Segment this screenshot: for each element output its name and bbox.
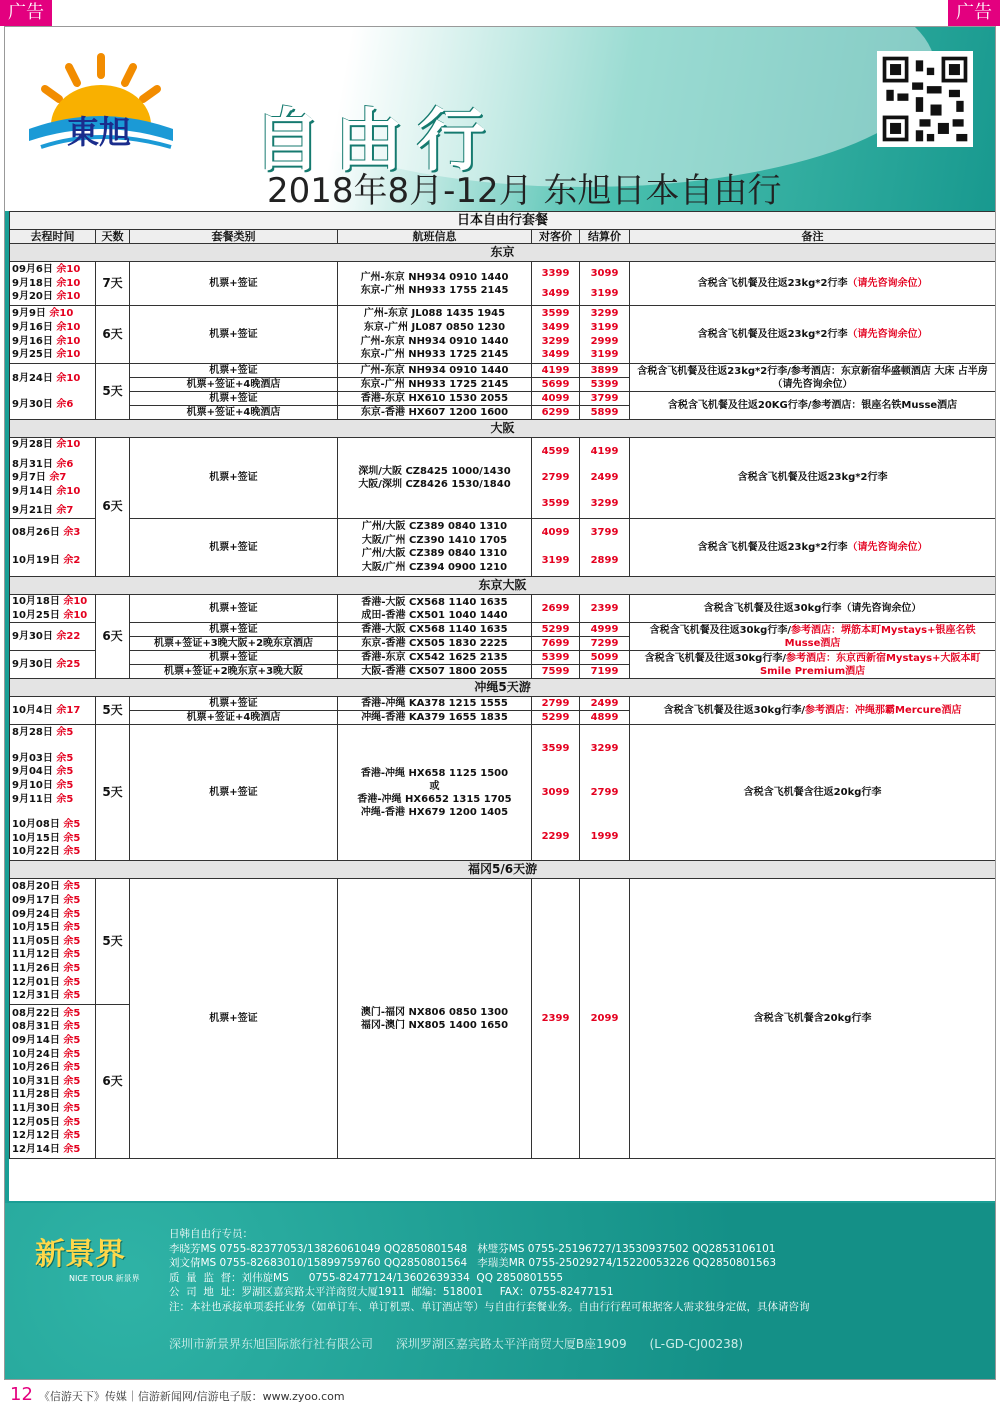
- page-title: 自由行: [253, 101, 500, 181]
- date-entry: 11月05日 余5: [12, 935, 81, 947]
- package-table-area: [9, 211, 995, 1201]
- flight-cell: 东京-广州 NH933 1725 2145: [338, 378, 532, 392]
- dates-cell: 10月4日 余17: [10, 697, 96, 725]
- settle-cell: 3299 3199 2999 3199: [580, 306, 630, 364]
- settle-cell: 4999: [580, 623, 630, 637]
- note-cell: 含税含飞机餐含20kg行李: [630, 879, 996, 1159]
- type-cell: 机票+签证+2晚东京+3晚大阪: [130, 665, 338, 679]
- col-flight: 航班信息: [338, 230, 532, 244]
- type-cell: 机票+签证: [130, 262, 338, 306]
- price-cell: 2799: [532, 697, 580, 711]
- price-cell: 7699: [532, 637, 580, 651]
- price-cell: 3599 3099 2299: [532, 725, 580, 861]
- settle-cell: 3299 2799 1999: [580, 725, 630, 861]
- flight-cell: 广州/大阪 CZ389 0840 1310 大阪/广州 CZ390 1410 1705 广州/大阪 CZ389 0840 1310 大阪/广州 CZ394 0900 1210: [338, 518, 532, 576]
- flight-cell: 东京-香港 HX607 1200 1600: [338, 406, 532, 420]
- type-cell: 机票+签证: [130, 725, 338, 861]
- type-cell: 机票+签证: [130, 392, 338, 406]
- days-cell: 7天: [96, 262, 130, 306]
- type-cell: 机票+签证+4晚酒店: [130, 378, 338, 392]
- date-entry: 10月26日 余5: [12, 1062, 81, 1074]
- days-cell: 5天: [96, 725, 130, 861]
- date-entry: 10月15日 余5: [12, 922, 81, 934]
- dates-cell: 09月6日 余10 9月18日 余10 9月20日 余10: [10, 262, 96, 306]
- dates-cell: 10月18日 余10 10月25日 余10: [10, 594, 96, 622]
- type-cell: 机票+签证: [130, 438, 338, 519]
- price-cell: 5399: [532, 651, 580, 665]
- settle-cell: 2399: [580, 594, 630, 622]
- section-tokyo: 东京: [10, 244, 996, 262]
- type-cell: 机票+签证: [130, 518, 338, 576]
- col-date: 去程时间: [10, 230, 96, 244]
- date-entry: 12月12日 余5: [12, 1130, 81, 1142]
- type-cell: 机票+签证+4晚酒店: [130, 406, 338, 420]
- publisher-text: 《信游天下》传媒｜信游新闻网/信游电子版：www.zyoo.com: [38, 1390, 345, 1403]
- date-entry: 10月31日 余5: [12, 1075, 81, 1087]
- page-subtitle: 2018年8月-12月 东旭日本自由行: [267, 171, 782, 211]
- col-note: 备注: [630, 230, 996, 244]
- footer: [5, 1203, 995, 1379]
- date-entry: 09月14日 余5: [12, 1035, 81, 1047]
- note-cell: 含税含飞机餐及往返23kg*2行李/参考酒店：东京新宿华盛顿酒店 大床 占半房（请先咨询余位）: [630, 364, 996, 392]
- settle-cell: 3899: [580, 364, 630, 378]
- type-cell: 机票+签证: [130, 651, 338, 665]
- ad-label-left: 广告: [0, 0, 52, 26]
- col-days: 天数: [96, 230, 130, 244]
- note-cell: 含税含飞机餐及往返30kg行李/参考酒店：东京西新宿Mystays+大阪本町Smile Premium酒店: [630, 651, 996, 679]
- type-cell: 机票+签证: [130, 879, 338, 1159]
- price-cell: 6299: [532, 406, 580, 420]
- note-cell: 含税含飞机餐及往返30kg行李（请先咨询余位）: [630, 594, 996, 622]
- note-cell: 含税含飞机餐及往返23kg*2行李（请先咨询余位）: [630, 262, 996, 306]
- date-entry: 11月12日 余5: [12, 949, 81, 961]
- price-cell: 5699: [532, 378, 580, 392]
- flight-cell: 香港-东京 HX610 1530 2055: [338, 392, 532, 406]
- date-entry: 09月24日 余5: [12, 908, 81, 920]
- settle-cell: 5099: [580, 651, 630, 665]
- price-cell: 2399: [532, 879, 580, 1159]
- settle-cell: 7299: [580, 637, 630, 651]
- date-entry: 12月05日 余5: [12, 1116, 81, 1128]
- dates-cell: 9月9日 余10 9月16日 余10 9月16日 余10 9月25日 余10: [10, 306, 96, 364]
- type-cell: 机票+签证+3晚大阪+2晚东京酒店: [130, 637, 338, 651]
- date-entry: 09月17日 余5: [12, 895, 81, 907]
- settle-cell: 7199: [580, 665, 630, 679]
- brand-logo-text: 東旭: [67, 113, 132, 151]
- price-cell: 4099: [532, 392, 580, 406]
- price-cell: 3399 3499: [532, 262, 580, 306]
- settle-cell: 4199 2499 3299: [580, 438, 630, 519]
- price-cell: 5299: [532, 623, 580, 637]
- type-cell: 机票+签证+4晚酒店: [130, 711, 338, 725]
- flight-cell: 深圳/大阪 CZ8425 1000/1430 大阪/深圳 CZ8426 1530/1840: [338, 438, 532, 519]
- days-cell: 5天: [96, 697, 130, 725]
- footer-brand-sub: NICE TOUR 新景界: [69, 1274, 140, 1283]
- days-cell: 6天: [96, 594, 130, 678]
- date-entry: 08月22日 余5: [12, 1007, 81, 1019]
- flight-cell: 澳门-福冈 NX806 0850 1300 福冈-澳门 NX805 1400 1650: [338, 879, 532, 1159]
- col-settle: 结算价: [580, 230, 630, 244]
- days-cell: 6天: [96, 306, 130, 364]
- note-cell: 含税含飞机餐及往返23kg*2行李（请先咨询余位）: [630, 518, 996, 576]
- price-cell: 4599 2799 3599: [532, 438, 580, 519]
- price-cell: 3599 3499 3299 3499: [532, 306, 580, 364]
- date-entry: 12月01日 余5: [12, 976, 81, 988]
- price-cell: 2699: [532, 594, 580, 622]
- type-cell: 机票+签证: [130, 594, 338, 622]
- flight-cell: 香港-冲绳 KA378 1215 1555: [338, 697, 532, 711]
- footer-brand: 新景界: [35, 1237, 125, 1272]
- col-price: 对客价: [532, 230, 580, 244]
- type-cell: 机票+签证: [130, 306, 338, 364]
- days-cell: 5天: [96, 364, 130, 420]
- price-cell: 4199: [532, 364, 580, 378]
- date-entry: 08月31日 余5: [12, 1021, 81, 1033]
- price-cell: 4099 3199: [532, 518, 580, 576]
- note-cell: 含税含飞机餐及往返23kg*2行李: [630, 438, 996, 519]
- settle-cell: 4899: [580, 711, 630, 725]
- type-cell: 机票+签证: [130, 697, 338, 711]
- days-cell: 6天: [96, 438, 130, 577]
- type-cell: 机票+签证: [130, 623, 338, 637]
- flight-cell: 东京-香港 CX505 1830 2225: [338, 637, 532, 651]
- section-fukuoka: 福冈5/6天游: [10, 861, 996, 879]
- dates-cell: 9月30日 余25: [10, 651, 96, 679]
- note-cell: 含税含飞机餐及往返30kg行李/参考酒店：堺筋本町Mystays+银座名铁Musse酒店: [630, 623, 996, 651]
- package-table: [9, 211, 996, 1159]
- flyer: [4, 26, 996, 1380]
- contact-info: 日韩自由行专员： 李晓芳MS 0755-82377053/13826061049 QQ2850801548 林璧芬MS 0755-25196727/13530937502 QQ2853106101 刘文倩MS 0755-82683010/15899759760 QQ2850801564 李瑞美MR 0755-25029274/15220053226 QQ2850801563 质 量 监 督：刘伟旋MS 0755-82477124/13602639334 QQ 2850801555 公 司 地 址：罗湖区嘉宾路太平洋商贸大厦1911 邮编：518001 FAX：0755-82477151 注：本社也承接单项委托业务（如单订车、单订机票、单订酒店等）与自由行套餐业务。自由行行程可根据客人需求独身定做，具体请咨询: [169, 1228, 810, 1313]
- flight-cell: 香港-大阪 CX568 1140 1635 成田-香港 CX501 1040 1440: [338, 594, 532, 622]
- company-line: 深圳市新景界东旭国际旅行社有限公司 深圳罗湖区嘉宾路太平洋商贸大厦B座1909 (L-GD-CJ00238): [169, 1337, 744, 1351]
- section-okinawa: 冲绳5天游: [10, 679, 996, 697]
- dates-cell: [10, 879, 96, 1005]
- section-osaka: 大阪: [10, 420, 996, 438]
- dates-cell: 08月26日 余3 10月19日 余2: [10, 518, 96, 576]
- dates-cell: 9月28日 余10 8月31日 余6 9月7日 余7 9月14日 余10 9月21日 余7: [10, 438, 96, 519]
- header: [5, 27, 995, 211]
- dates-cell: 8月24日 余10 9月30日 余6: [10, 364, 96, 420]
- qr-code-icon: [877, 51, 973, 147]
- flight-cell: 广州-东京 NH934 0910 1440: [338, 364, 532, 378]
- flight-cell: 广州-东京 JL088 1435 1945 东京-广州 JL087 0850 1230 广州-东京 NH934 0910 1440 东京-广州 NH933 1725 2145: [338, 306, 532, 364]
- flight-cell: 香港-冲绳 HX658 1125 1500 或 香港-冲绳 HX6652 1315 1705 冲绳-香港 HX679 1200 1405: [338, 725, 532, 861]
- price-cell: 7599: [532, 665, 580, 679]
- date-entry: 11月26日 余5: [12, 963, 81, 975]
- flight-cell: 大阪-香港 CX507 1800 2055: [338, 665, 532, 679]
- settle-cell: 3099 3199: [580, 262, 630, 306]
- price-cell: 5299: [532, 711, 580, 725]
- settle-cell: 2099: [580, 879, 630, 1159]
- dates-cell: 8月28日 余5 9月03日 余5 9月04日 余5 9月10日 余5 9月11日 余5 10月08日 余5 10月15日 余5 10月22日 余5: [10, 725, 96, 861]
- section-tokyo-osaka: 东京大阪: [10, 576, 996, 594]
- settle-cell: 3799 2899: [580, 518, 630, 576]
- flight-cell: 冲绳-香港 KA379 1655 1835: [338, 711, 532, 725]
- note-cell: 含税含飞机餐及往返30kg行李/参考酒店：冲绳那霸Mercure酒店: [630, 697, 996, 725]
- date-entry: 11月28日 余5: [12, 1089, 81, 1101]
- flight-cell: 香港-东京 CX542 1625 2135: [338, 651, 532, 665]
- date-entry: 10月24日 余5: [12, 1048, 81, 1060]
- table-heading: 日本自由行套餐: [10, 212, 996, 230]
- dates-cell: 9月30日 余22: [10, 623, 96, 651]
- note-cell: 含税含飞机餐及往返20KG行李/参考酒店：银座名铁Musse酒店: [630, 392, 996, 420]
- note-cell: 含税含飞机餐及往返23kg*2行李（请先咨询余位）: [630, 306, 996, 364]
- days-cell: 6天: [96, 1005, 130, 1159]
- settle-cell: 5399: [580, 378, 630, 392]
- date-entry: 11月30日 余5: [12, 1103, 81, 1115]
- note-cell: 含税含飞机餐含往返20kg行李: [630, 725, 996, 861]
- ad-label-right: 广告: [948, 0, 1000, 26]
- date-entry: 12月31日 余5: [12, 990, 81, 1002]
- dates-cell: [10, 1005, 96, 1159]
- flight-cell: 广州-东京 NH934 0910 1440 东京-广州 NH933 1755 2145: [338, 262, 532, 306]
- page-footer: [10, 1384, 345, 1405]
- date-entry: 12月14日 余5: [12, 1143, 81, 1155]
- col-type: 套餐类别: [130, 230, 338, 244]
- settle-cell: 2499: [580, 697, 630, 711]
- type-cell: 机票+签证: [130, 364, 338, 378]
- page-number: 12: [10, 1384, 33, 1405]
- days-cell: 5天: [96, 879, 130, 1005]
- settle-cell: 5899: [580, 406, 630, 420]
- date-entry: 08月20日 余5: [12, 881, 81, 893]
- flight-cell: 香港-大阪 CX568 1140 1635: [338, 623, 532, 637]
- settle-cell: 3799: [580, 392, 630, 406]
